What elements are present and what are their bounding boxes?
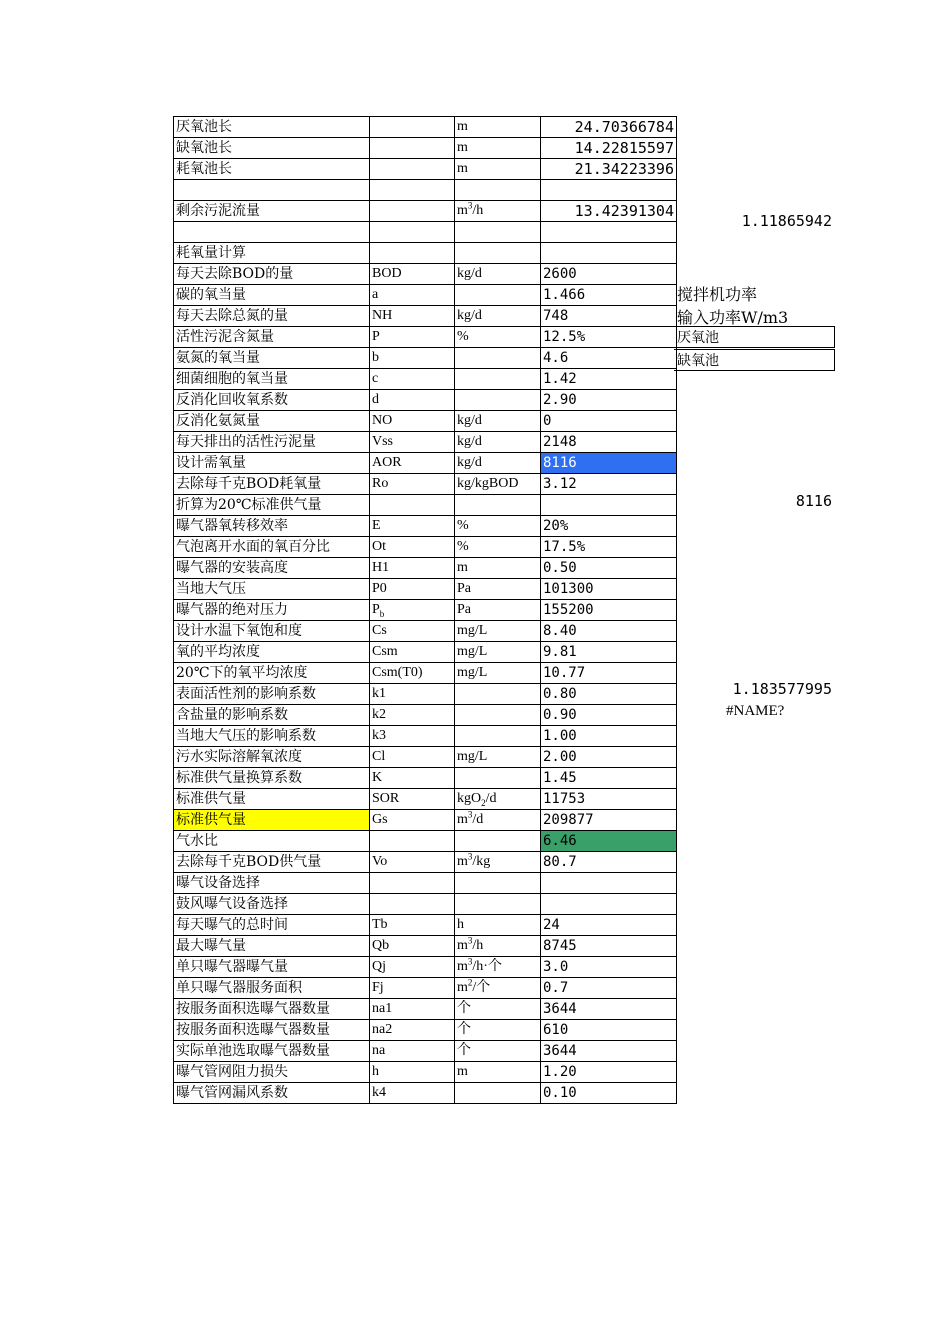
symbol-cell[interactable]: E [370,516,455,537]
sludge-ratio-value[interactable]: 1.11865942 [741,212,832,230]
symbol-cell[interactable] [370,222,455,243]
param-name-cell[interactable]: 最大曝气量 [174,936,370,957]
value-cell[interactable]: 8745 [541,936,677,957]
table-row [174,579,677,600]
table-row [174,138,677,159]
symbol-cell[interactable]: Qb [370,936,455,957]
unit-cell[interactable]: $m^3/kg$ [455,852,541,873]
value-cell[interactable]: 1.42 [541,369,677,390]
unit-cell[interactable] [455,222,541,243]
symbol-cell[interactable]: NO [370,411,455,432]
unit-cell[interactable]: m [455,1062,541,1083]
table-row [174,642,677,663]
value-cell[interactable] [541,180,677,201]
value-cell[interactable]: 101300 [541,579,677,600]
unit-cell[interactable]: 个 [455,999,541,1020]
value-cell[interactable]: 0.50 [541,558,677,579]
value-cell[interactable] [541,894,677,915]
table-row [174,915,677,936]
unit-cell[interactable] [455,1083,541,1104]
param-name-cell[interactable]: 表面活性剂的影响系数 [174,684,370,705]
symbol-cell[interactable]: $P_b$ [370,600,455,621]
value-cell[interactable]: 8.40 [541,621,677,642]
param-name-cell[interactable]: 标准供气量 [174,810,370,831]
symbol-cell[interactable] [370,495,455,516]
param-name-cell[interactable]: 剩余污泥流量 [174,201,370,222]
table-row [174,936,677,957]
table-row [174,180,677,201]
table-row [174,810,677,831]
param-name-cell[interactable]: 标准供气量 [174,789,370,810]
table-row [174,369,677,390]
value-cell[interactable]: 12.5% [541,327,677,348]
unit-cell[interactable]: kg/kgBOD [455,474,541,495]
calc-table [173,116,677,1104]
unit-cell[interactable] [455,180,541,201]
table-row [174,558,677,579]
symbol-cell[interactable]: c [370,369,455,390]
table-row [174,474,677,495]
param-name-cell[interactable] [174,180,370,201]
unit-cell[interactable]: kg/d [455,453,541,474]
unit-cell[interactable]: kg/d [455,306,541,327]
symbol-cell[interactable]: Gs [370,810,455,831]
table-row [174,348,677,369]
symbol-cell[interactable]: Ot [370,537,455,558]
value-cell[interactable]: 1.45 [541,768,677,789]
param-name-cell[interactable]: 每天排出的活性污泥量 [174,432,370,453]
table-row [174,222,677,243]
table-row [174,1062,677,1083]
symbol-cell[interactable]: k3 [370,726,455,747]
param-name-cell[interactable]: 实际单池选取曝气器数量 [174,1041,370,1062]
value-cell[interactable]: 3644 [541,999,677,1020]
value-cell[interactable]: 10.77 [541,663,677,684]
unit-cell[interactable] [455,894,541,915]
param-name-cell[interactable]: 标准供气量换算系数 [174,768,370,789]
param-name-cell[interactable]: 单只曝气器曝气量 [174,957,370,978]
param-name-cell[interactable]: 设计水温下氧饱和度 [174,621,370,642]
value-cell[interactable]: 11753 [541,789,677,810]
symbol-cell[interactable] [370,243,455,264]
table-row [174,159,677,180]
unit-cell[interactable]: kg/d [455,411,541,432]
value-cell[interactable]: 3.12 [541,474,677,495]
value-cell[interactable]: 610 [541,1020,677,1041]
param-name-cell[interactable]: 按服务面积选曝气器数量 [174,999,370,1020]
table-row [174,117,677,138]
unit-cell[interactable] [455,831,541,852]
value-cell[interactable]: 1.466 [541,285,677,306]
table-row [174,894,677,915]
symbol-cell[interactable]: Csm [370,642,455,663]
symbol-cell[interactable] [370,180,455,201]
value-cell[interactable]: 3.0 [541,957,677,978]
table-row [174,1020,677,1041]
value-cell[interactable] [541,495,677,516]
unit-cell[interactable]: Pa [455,600,541,621]
table-row [174,978,677,999]
symbol-cell[interactable]: Vss [370,432,455,453]
param-name-cell[interactable]: 反消化氨氮量 [174,411,370,432]
symbol-cell[interactable]: AOR [370,453,455,474]
unit-cell[interactable] [455,348,541,369]
symbol-cell[interactable]: H1 [370,558,455,579]
table-row [174,957,677,978]
param-name-cell[interactable]: 耗氧池长 [174,159,370,180]
table-row [174,537,677,558]
symbol-cell[interactable] [370,117,455,138]
param-name-cell[interactable]: 厌氧池长 [174,117,370,138]
calc-table-body [174,117,677,1104]
table-row [174,264,677,285]
symbol-cell[interactable]: Cs [370,621,455,642]
symbol-cell[interactable]: P [370,327,455,348]
symbol-cell[interactable]: Tb [370,915,455,936]
symbol-cell[interactable]: na [370,1041,455,1062]
param-name-cell[interactable]: 曝气器的安装高度 [174,558,370,579]
param-name-cell[interactable] [174,222,370,243]
value-cell[interactable]: 9.81 [541,642,677,663]
table-row [174,432,677,453]
symbol-cell[interactable]: d [370,390,455,411]
symbol-cell[interactable] [370,138,455,159]
param-name-cell[interactable]: 曝气设备选择 [174,873,370,894]
table-row [174,453,677,474]
table-row [174,852,677,873]
unit-cell[interactable] [455,285,541,306]
unit-cell[interactable]: mg/L [455,621,541,642]
unit-cell[interactable]: $m^3/d$ [455,810,541,831]
param-name-cell[interactable]: 当地大气压 [174,579,370,600]
value-cell[interactable]: 0.10 [541,1083,677,1104]
symbol-cell[interactable]: Fj [370,978,455,999]
anoxic-tank-label[interactable]: 缺氧池 [674,349,835,371]
name-error-cell[interactable]: #NAME? [726,703,785,719]
table-row [174,285,677,306]
value-cell[interactable]: 0 [541,411,677,432]
symbol-cell[interactable]: P0 [370,579,455,600]
param-name-cell[interactable]: 缺氧池长 [174,138,370,159]
value-cell[interactable]: 20% [541,516,677,537]
table-row [174,495,677,516]
table-row [174,600,677,621]
param-name-cell[interactable]: 折算为20℃标准供气量 [174,495,370,516]
param-name-cell[interactable]: 去除每千克BOD供气量 [174,852,370,873]
value-cell[interactable]: 155200 [541,600,677,621]
param-name-cell[interactable]: 氧的平均浓度 [174,642,370,663]
symbol-cell[interactable]: a [370,285,455,306]
symbol-cell[interactable]: na2 [370,1020,455,1041]
value-cell[interactable]: 24.70366784 [541,117,677,138]
value-cell[interactable]: 8116 [541,453,677,474]
param-name-cell[interactable]: 每天去除总氮的量 [174,306,370,327]
unit-cell[interactable]: $m^3/h$ [455,201,541,222]
mixer-input-label[interactable]: 输入功率W/m3 [677,308,789,327]
symbol-cell[interactable]: SOR [370,789,455,810]
param-name-cell[interactable]: 耗氧量计算 [174,243,370,264]
unit-cell[interactable]: 个 [455,1041,541,1062]
symbol-cell[interactable]: Vo [370,852,455,873]
param-name-cell[interactable]: 污水实际溶解氧浓度 [174,747,370,768]
symbol-cell[interactable] [370,894,455,915]
value-cell[interactable]: 0.7 [541,978,677,999]
param-name-cell[interactable]: 鼓风曝气设备选择 [174,894,370,915]
param-name-cell[interactable]: 每天去除BOD的量 [174,264,370,285]
value-cell[interactable]: 4.6 [541,348,677,369]
value-cell[interactable] [541,873,677,894]
value-cell[interactable]: 1.00 [541,726,677,747]
unit-cell[interactable]: m [455,558,541,579]
param-name-cell[interactable]: 每天曝气的总时间 [174,915,370,936]
table-row [174,726,677,747]
table-row [174,873,677,894]
unit-cell[interactable] [455,243,541,264]
unit-cell[interactable] [455,369,541,390]
symbol-cell[interactable]: Csm(T0) [370,663,455,684]
unit-cell[interactable]: $m^3/h\cdot$个 [455,957,541,978]
unit-cell[interactable]: $m^2/$个 [455,978,541,999]
param-name-cell[interactable]: 去除每千克BOD耗氧量 [174,474,370,495]
value-cell[interactable]: 13.42391304 [541,201,677,222]
symbol-cell[interactable]: k1 [370,684,455,705]
table-row [174,705,677,726]
table-row [174,684,677,705]
param-name-cell[interactable]: 反消化回收氧系数 [174,390,370,411]
value-cell[interactable]: 24 [541,915,677,936]
table-row [174,747,677,768]
symbol-cell[interactable] [370,873,455,894]
value-cell[interactable] [541,243,677,264]
unit-cell[interactable]: m [455,138,541,159]
param-name-cell[interactable]: 当地大气压的影响系数 [174,726,370,747]
ratio-value[interactable]: 1.183577995 [732,680,832,698]
param-name-cell[interactable]: 20℃下的氧平均浓度 [174,663,370,684]
unit-cell[interactable]: m [455,117,541,138]
unit-cell[interactable]: mg/L [455,747,541,768]
symbol-cell[interactable]: Qj [370,957,455,978]
param-name-cell[interactable]: 曝气管网漏风系数 [174,1083,370,1104]
symbol-cell[interactable]: h [370,1062,455,1083]
table-row [174,999,677,1020]
unit-cell[interactable]: h [455,915,541,936]
param-name-cell[interactable]: 曝气管网阻力损失 [174,1062,370,1083]
symbol-cell[interactable]: b [370,348,455,369]
table-row [174,663,677,684]
table-row [174,1041,677,1062]
unit-cell[interactable]: $m^3/h$ [455,936,541,957]
param-name-cell[interactable]: 按服务面积选曝气器数量 [174,1020,370,1041]
symbol-cell[interactable] [370,831,455,852]
param-name-cell[interactable]: 氨氮的氧当量 [174,348,370,369]
table-row [174,831,677,852]
table-row [174,390,677,411]
symbol-cell[interactable]: k4 [370,1083,455,1104]
unit-cell[interactable] [455,726,541,747]
unit-cell[interactable]: % [455,516,541,537]
param-name-cell[interactable]: 曝气器氧转移效率 [174,516,370,537]
anaerobic-tank-label[interactable]: 厌氧池 [674,326,835,348]
value-cell[interactable]: 2.90 [541,390,677,411]
symbol-cell[interactable]: Cl [370,747,455,768]
unit-cell[interactable]: mg/L [455,642,541,663]
symbol-cell[interactable]: Ro [370,474,455,495]
param-name-cell[interactable]: 含盐量的影响系数 [174,705,370,726]
param-name-cell[interactable]: 细菌细胞的氧当量 [174,369,370,390]
unit-cell[interactable]: Pa [455,579,541,600]
value-cell[interactable] [541,222,677,243]
table-row [174,243,677,264]
table-row [174,789,677,810]
unit-cell[interactable] [455,768,541,789]
table-row [174,621,677,642]
value-cell[interactable]: 6.46 [541,831,677,852]
value-cell[interactable]: 2600 [541,264,677,285]
aor-copy-value[interactable]: 8116 [795,492,832,510]
table-row [174,327,677,348]
table-row [174,201,677,222]
value-cell[interactable]: 21.34223396 [541,159,677,180]
unit-cell[interactable] [455,873,541,894]
value-cell[interactable]: 80.7 [541,852,677,873]
unit-cell[interactable]: m [455,159,541,180]
value-cell[interactable]: 2148 [541,432,677,453]
unit-cell[interactable]: % [455,327,541,348]
symbol-cell[interactable]: NH [370,306,455,327]
table-row [174,516,677,537]
value-cell[interactable]: 3644 [541,1041,677,1062]
unit-cell[interactable] [455,495,541,516]
value-cell[interactable]: 14.22815597 [541,138,677,159]
unit-cell[interactable] [455,684,541,705]
value-cell[interactable]: 0.80 [541,684,677,705]
symbol-cell[interactable]: k2 [370,705,455,726]
value-cell[interactable]: 748 [541,306,677,327]
symbol-cell[interactable]: K [370,768,455,789]
param-name-cell[interactable]: 曝气器的绝对压力 [174,600,370,621]
unit-cell[interactable] [455,705,541,726]
unit-cell[interactable]: kg/d [455,432,541,453]
param-name-cell[interactable]: 设计需氧量 [174,453,370,474]
unit-cell[interactable]: 个 [455,1020,541,1041]
table-row [174,1083,677,1104]
mixer-power-title[interactable]: 搅拌机功率 [677,285,758,304]
param-name-cell[interactable]: 气泡离开水面的氧百分比 [174,537,370,558]
symbol-cell[interactable] [370,201,455,222]
table-row [174,768,677,789]
table-row [174,306,677,327]
symbol-cell[interactable]: BOD [370,264,455,285]
symbol-cell[interactable] [370,159,455,180]
unit-cell[interactable]: % [455,537,541,558]
value-cell[interactable]: 0.90 [541,705,677,726]
value-cell[interactable]: 1.20 [541,1062,677,1083]
value-cell[interactable]: 2.00 [541,747,677,768]
unit-cell[interactable]: kgO$_2$/d [455,789,541,810]
param-name-cell[interactable]: 单只曝气器服务面积 [174,978,370,999]
unit-cell[interactable]: mg/L [455,663,541,684]
table-row [174,411,677,432]
unit-cell[interactable]: kg/d [455,264,541,285]
value-cell[interactable]: 17.5% [541,537,677,558]
param-name-cell[interactable]: 气水比 [174,831,370,852]
param-name-cell[interactable]: 碳的氧当量 [174,285,370,306]
param-name-cell[interactable]: 活性污泥含氮量 [174,327,370,348]
unit-cell[interactable] [455,390,541,411]
value-cell[interactable]: 209877 [541,810,677,831]
symbol-cell[interactable]: na1 [370,999,455,1020]
